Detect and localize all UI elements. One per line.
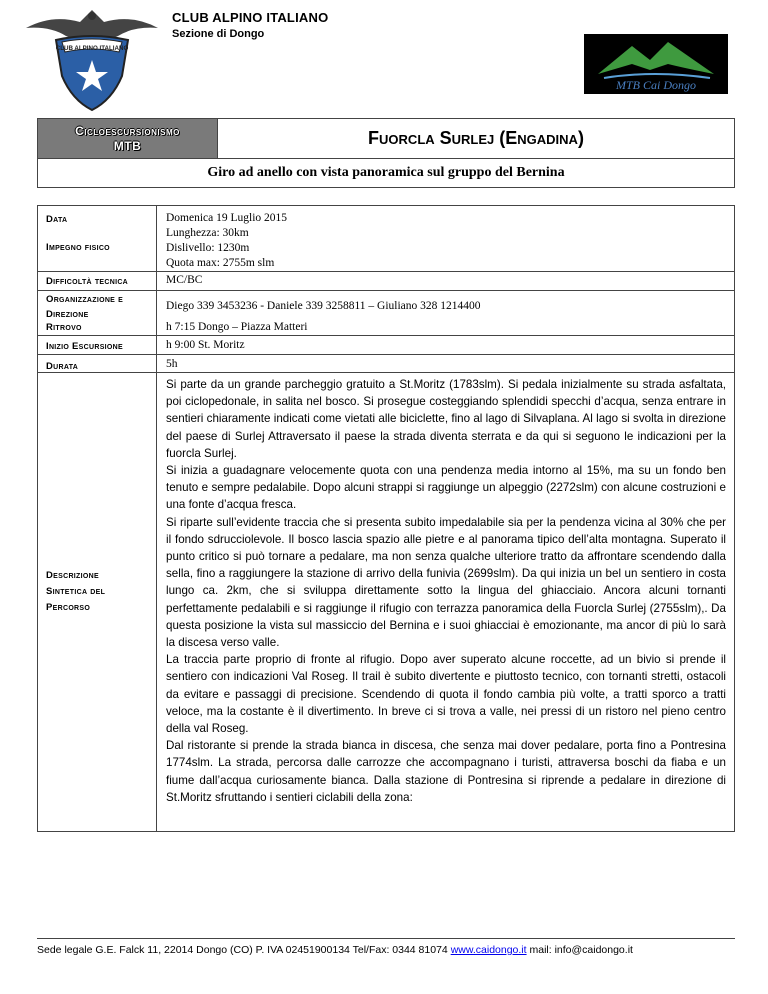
desc-paragraph: Si parte da un grande parcheggio gratuito a St.Moritz (1783slm). Si pedala inizialmente su strada asfaltata, poi ciclopedonale, in salita nel bosco. Si prosegue costeggiando splendidi specchi d’acqua, senza entrare in sentieri chiaramente indicati come vietati alle biciclette, fino al lago di Silvaplana. Al lago si svolta in direzione del paese di Surlej Attraversato il paese la strada diventa sterrata e da qui si seguono le indicazioni per la fuorcla Surlej. xyxy=(166,378,726,460)
org-section: Sezione di Dongo xyxy=(172,28,265,40)
category-box xyxy=(38,119,218,159)
route-description xyxy=(166,376,726,806)
ritrovo-label: Ritrovo xyxy=(46,322,82,333)
column-divider xyxy=(156,206,157,831)
page-title: Fuorcla Surlej (Engadina) xyxy=(218,119,734,159)
desc-paragraph: Si inizia a guadagnare velocemente quota con una pendenza media intorno al 15%, ma su un fondo ben tenuto e sempre pedalabile. Dopo alcuni strappi si raggiunge un alpeggio (2272slm) con alcune costruzioni e una fonte d’acqua fresca. xyxy=(166,464,726,512)
mtb-logo xyxy=(584,34,728,94)
footer-text: Sede legale G.E. Falck 11, 22014 Dongo (CO) P. IVA 02451900134 Tel/Fax: 0344 81074 xyxy=(37,944,451,956)
org-label-1: Organizzazione e xyxy=(46,294,124,305)
cai-logo xyxy=(22,6,162,114)
inizio-value: h 9:00 St. Moritz xyxy=(166,339,245,351)
organizzazione-value: Diego 339 3453236 - Daniele 339 3258811 – Giuliano 328 1214400 xyxy=(166,300,481,312)
org-name: CLUB ALPINO ITALIANO xyxy=(172,10,329,25)
website-link[interactable]: www.caidongo.it xyxy=(450,944,527,956)
row-divider xyxy=(38,354,734,355)
row-divider xyxy=(38,372,734,373)
footer-mail: mail: info@caidongo.it xyxy=(526,944,633,956)
info-table xyxy=(37,205,735,832)
inizio-label: Inizio Escursione xyxy=(46,341,123,352)
footer-divider xyxy=(37,938,735,939)
data-value: Domenica 19 Luglio 2015 xyxy=(166,212,288,224)
page-subtitle: Giro ad anello con vista panoramica sul gruppo del Bernina xyxy=(207,165,565,180)
desc-paragraph: Si riparte sull’evidente traccia che si presenta subito impedalabile sia per la pendenza vicina al 30% che per il fondo sdrucciolevole. Il bosco lascia spazio alle pietre e al panorama tipico dell’alta montagna. Superato il punto critico si può tornare a pedalare, ma non senza qualche ulteriore tratto da affrontare scendendo dalla sella, fino a raggiungere la stazione di arrivo della funivia (2699slm). Da qui inizia un bel un sentiero in costa lungo ca. 2km, che si sviluppa direttamente sotto la lingua del ghiacciaio. Ancora alcuni tornanti perfettamente pedalabili e si raggiunge il rifugio con terrazza panoramica della Fuorcla Surlej (2755slm),. Da questa posizione la vista sul massiccio del Bernina e i suoi ghiacciai è emozionante, ma ancor di più lo sarà la discesa verso valle. xyxy=(166,515,726,650)
lunghezza-value: Lunghezza: 30km xyxy=(166,227,249,239)
mtb-logo-text: MTB Cai Dongo xyxy=(615,78,697,92)
row-divider xyxy=(38,271,734,272)
title-block xyxy=(37,118,735,188)
category-line-1: Cicloescursionismo xyxy=(75,123,180,138)
row-divider xyxy=(38,290,734,291)
durata-value: 5h xyxy=(166,358,178,370)
difficolta-label: Difficoltà tecnica xyxy=(46,276,129,287)
durata-label: Durata xyxy=(46,361,79,372)
row-divider xyxy=(38,335,734,336)
category-line-2: MTB xyxy=(113,138,142,153)
desc-label-1: Descrizione xyxy=(46,570,99,581)
eagle-head-icon xyxy=(88,12,96,20)
desc-paragraph: Dal ristorante si prende la strada bianca in discesa, che senza mai dover pedalare, porta fino a Pontresina 1774slm. La strada, percorsa dalle carrozze che accompagnano i turisti, attraversa boschi da fiaba e un fiume dall’acqua curiosamente bianca. Dalla stazione di Pontresina si riprende a pedalare in direzione di St.Moritz sfruttando i sentieri ciclabili della zona: xyxy=(166,739,726,804)
desc-label-2: Sintetica del xyxy=(46,586,106,597)
ritrovo-value: h 7:15 Dongo – Piazza Matteri xyxy=(166,321,308,333)
data-label: Data xyxy=(46,214,68,225)
quota-value: Quota max: 2755m slm xyxy=(166,257,275,269)
footer xyxy=(37,944,735,956)
desc-label-3: Percorso xyxy=(46,602,91,613)
cai-logo-text: CLUB ALPINO ITALIANO xyxy=(55,45,129,52)
impegno-label: Impegno fisico xyxy=(46,242,110,253)
desc-paragraph: La traccia parte proprio di fronte al rifugio. Dopo aver superato alcune roccette, ad un bivio si prende il sentiero con indicazioni Val Roseg. Il trail è subito divertente e piuttosto tecnico, con tornanti stretti, ostacoli da evitare e passaggi di precisione. Scendendo di quota il fondo cambia più volte, a tratti sporco a tratti veloce, ma la costante è il divertimento. In breve ci si trova a valle, nei pressi di un ristoro nel pieno centro della val Roseg. xyxy=(166,653,726,736)
org-label-2: Direzione xyxy=(46,309,89,320)
difficolta-value: MC/BC xyxy=(166,274,203,286)
dislivello-value: Dislivello: 1230m xyxy=(166,242,250,254)
